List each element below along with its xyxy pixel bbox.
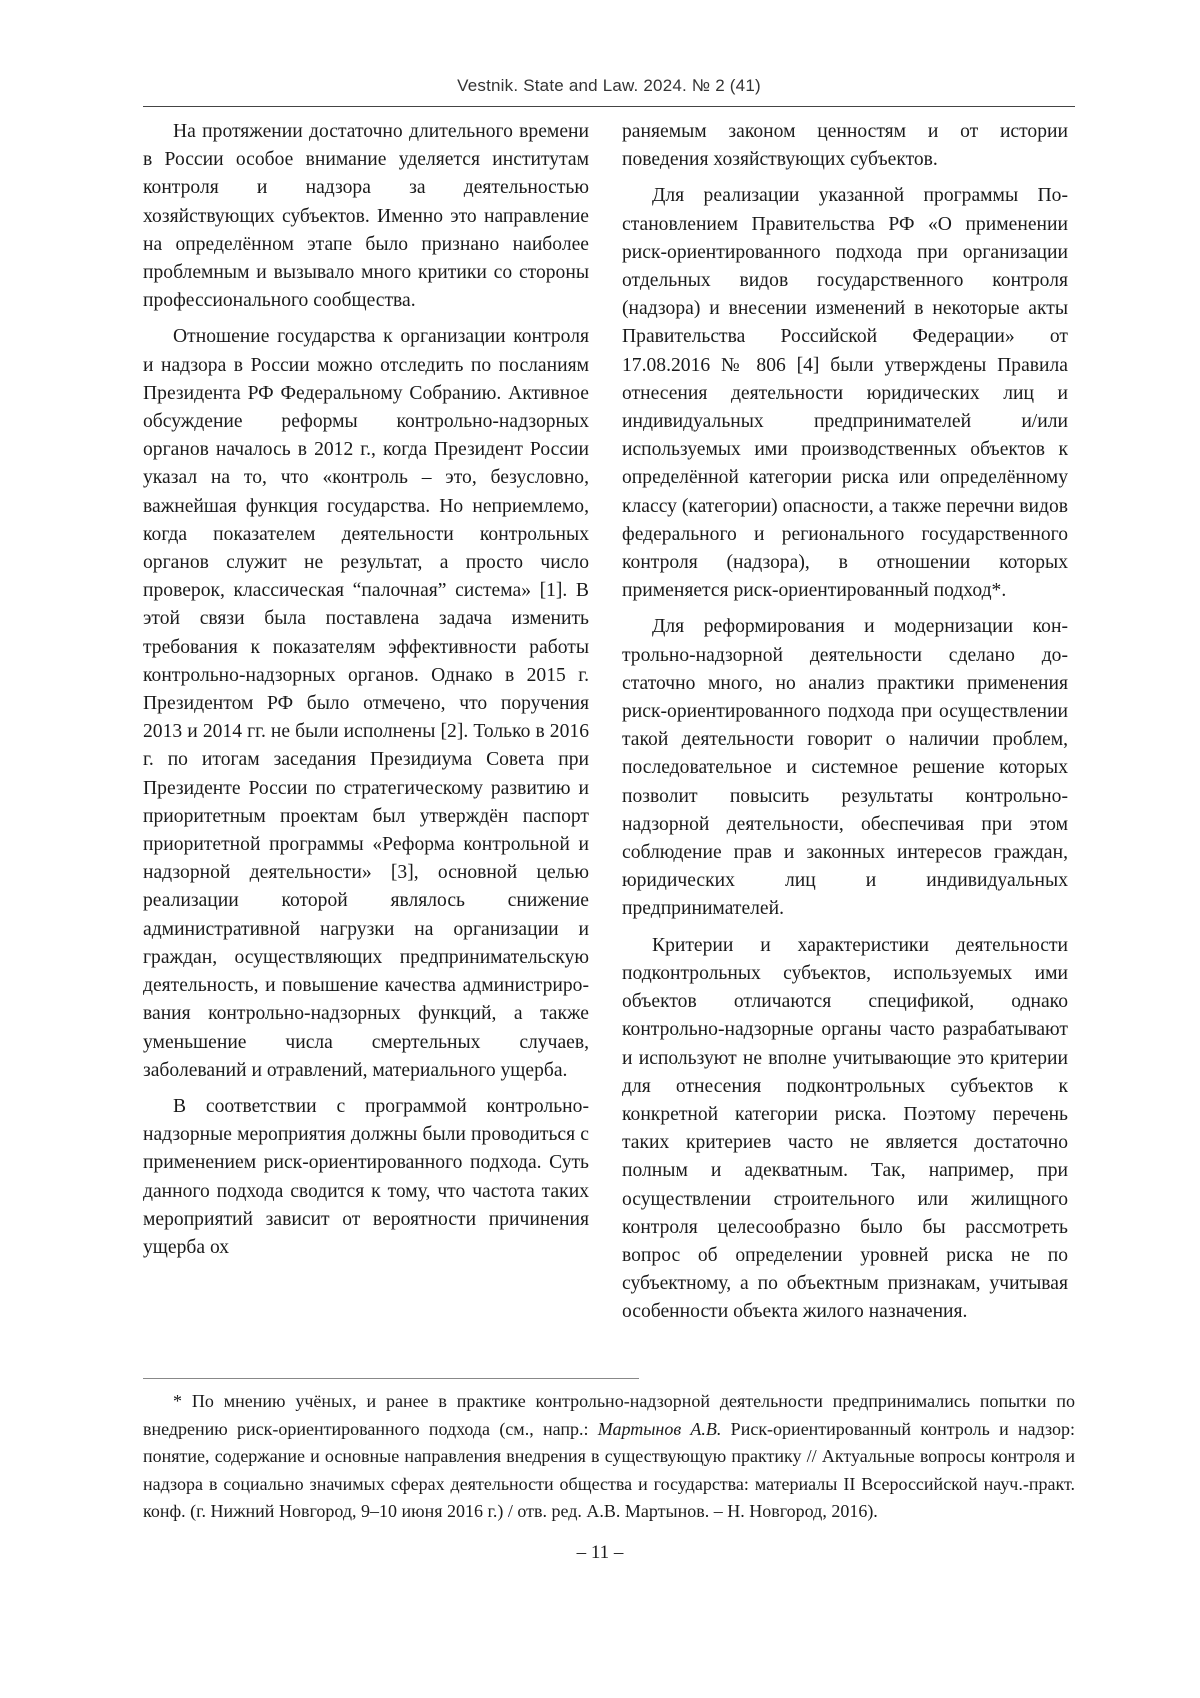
paragraph: В соответствии с программой контрольно-надзорные мероприятия должны были проводиться с применением риск-ориентированного подхода. Суть данного подхода сводится к тому, что частота таких мероприятий зависит от вероятности причинения ущерба ох [143,1095,589,1258]
page-number: – 11 – [576,1542,624,1563]
paragraph: На протяжении достаточно длительного времени в России особое внимание уделяется институтам контроля и надзора за деятельностью хозяйствующих субъектов. Именно это направление на определённом этапе было признано наиболее проблемным и вызывало много критики со стороны профессионального сообщества. [143,121,589,312]
footnote [143,1388,1075,1526]
running-header: Vestnik. State and Law. 2024. № 2 (41) [457,76,761,95]
header-divider [143,106,1075,107]
right-column [622,118,1068,1335]
paragraph-continuation: раняемым законом ценностям и от истории поведения хозяйствующих субъектов. [622,121,1068,171]
left-column [143,118,589,1270]
paragraph: Критерии и характеристики деятельности подконтрольных субъектов, используемых ими объектов отличаются спецификой, однако контрольно-надзорные органы часто разрабатывают и используют не вполне учитывающие это критерии для отнесения подконтрольных субъектов к конкретной категории риска. Поэтому перечень таких критериев часто не является достаточно полным и адекватным. Так, например, при осуществлении строительного или жилищного контроля целесообразно было бы рассмотреть вопрос об определении уровней риска не по субъектному, а по объектным признакам, учитывая особенности объекта жилого назначения. [622,934,1068,1323]
footnote-author: Мартынов А.В. [597,1418,722,1439]
footnote-text: * По мнению учёных, и ранее в практике контрольно-надзорной деятельности предпринимались попытки по внедрению риск-ориентированного подхода (см., напр.: [143,1391,1075,1439]
paragraph: Отношение государства к организации контроля и надзора в России можно отследить по посланиям Президента РФ Федеральному Собранию. Активное обсуждение реформы контрольно-надзорных органов началось в 2012 г., когда Президент России указал на то, что «контроль – это, безусловно, важнейшая функция государства. Но неприемлемо, когда показателем деятельности контрольных органов служит не результат, а просто число проверок, классическая “палочная” система» [1]. В этой связи была поставлена задача изменить требования к показателям эффективности работы контрольно-надзорных органов. Однако в 2015 г. Президентом РФ было отмечено, что поручения 2013 и 2014 гг. не были исполнены [2]. Только в 2016 г. по итогам заседания Президиума Совета при Президенте России по стратегическому развитию и приоритетным проектам был утверждён паспорт приоритетной программы «Реформа контрольной и надзорной деятельности» [3], основной целью реализации которой являлось снижение административной нагрузки на организации и граждан, осуществляющих предпринимательскую деятельность, и повышение качества администрирования контрольно-надзорных функций, а также уменьшение числа смертельных случаев, заболеваний и отравлений, материального ущерба. [143,326,589,1081]
footnote-divider [143,1378,639,1379]
paragraph: Для реформирования и модернизации контрольно-надзорной деятельности сделано достаточно много, но анализ практики применения риск-ориентированного подхода при осуществлении такой деятельности говорит о наличии проблем, последовательное и системное решение которых позволит повысить результаты контрольно-надзорной деятельности, обеспечивая при этом соблюдение прав и законных интересов граждан, юридических лиц и индивидуальных предпринимателей. [622,616,1068,920]
paragraph: Для реализации указанной программы Постановлением Правительства РФ «О применении риск-ориентированного подхода при организации отдельных видов государственного контроля (надзора) и внесении изменений в некоторые акты Правительства Российской Федерации» от 17.08.2016 № 806 [4] были утверждены Правила отнесения деятельности юридических лиц и индивидуальных предпринимателей и/или используемых ими производственных объектов к определённой категории риска или определённому классу (категории) опасности, а также перечни видов федерального и регионального государственного контроля (надзора), в отношении которых применяется риск-ориентированный подход*. [622,185,1068,602]
footnote-text: Риск-ориентированный контроль и надзор: понятие, содержание и основные направления внедрения в существующую практику // Актуальные вопросы контроля и надзора в социально значимых сферах деятельности общества и государства: материалы II Всероссийской науч.-практ. конф. (г. Нижний Новгород, 9–10 июня 2016 г.) / отв. ред. А.В. Мартынов. – Н. Новгород, 2016). [143,1418,1075,1522]
